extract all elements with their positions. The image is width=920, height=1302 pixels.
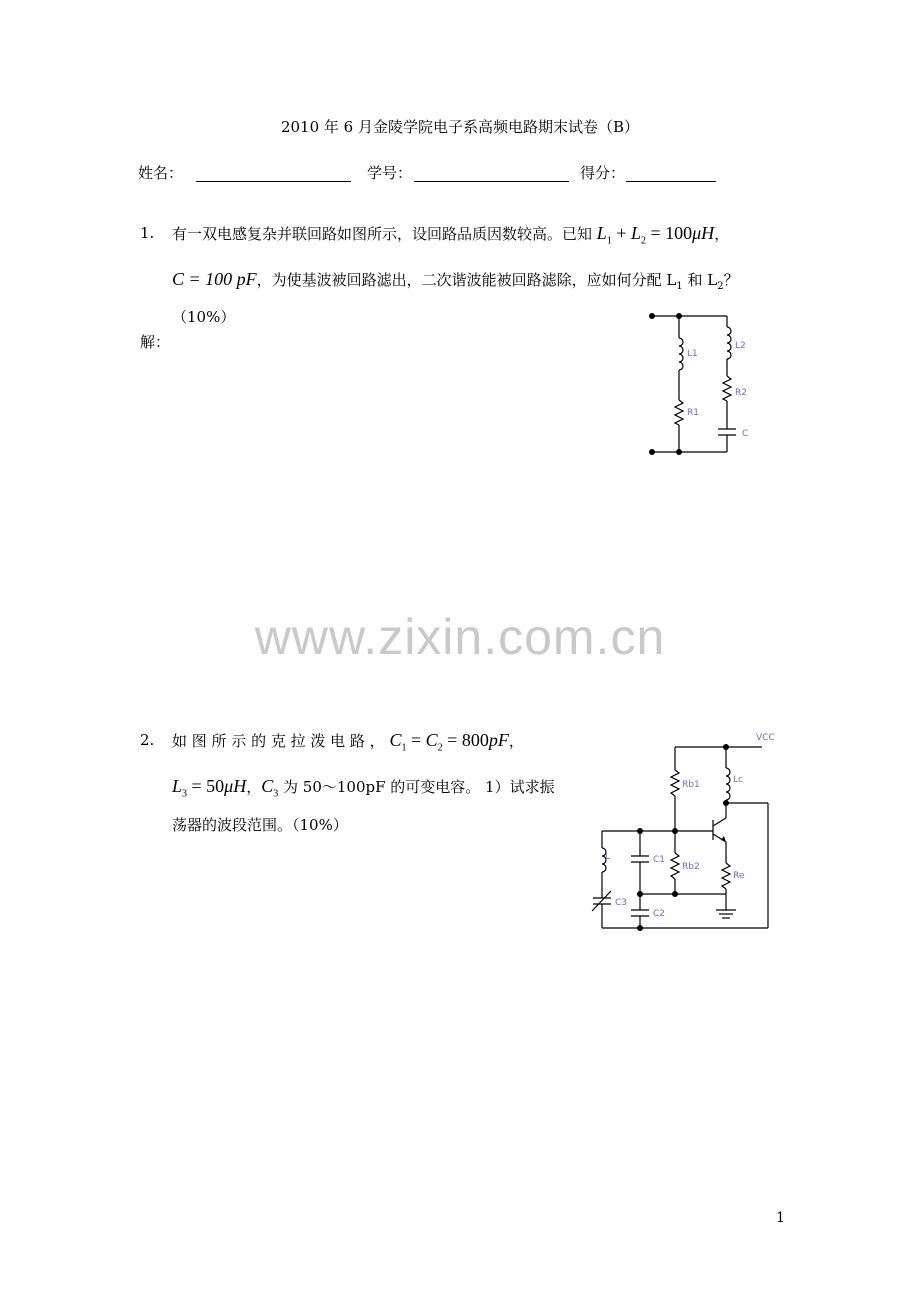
q2-condition-capacitance: $C_1 = C_2 = 800pF$	[389, 730, 509, 754]
label-C2: C2	[653, 909, 666, 919]
label-R2: R2	[735, 388, 747, 398]
student-id-label: 学号：	[367, 164, 413, 182]
q2-condition-inductance: $L_3 = 50\mu H$	[172, 776, 247, 800]
junction-dot	[637, 891, 643, 897]
page-number: 1	[776, 1210, 785, 1226]
label-R1: R1	[687, 408, 699, 418]
label-C3: C3	[615, 898, 628, 908]
q1-text-a: 有一双电感复杂并联回路如图所示，设回路品质因数较高。已知	[172, 225, 593, 243]
watermark: www.zixin.com.cn	[254, 609, 666, 665]
q2-line1: 如 图 所 示 的 克 拉 泼 电 路 ， $C_1 = C_2 = 800pF$，	[172, 730, 524, 754]
label-Lc: Lc	[733, 775, 743, 785]
junction-dot	[676, 449, 682, 455]
junction-dot	[637, 828, 643, 834]
name-blank	[196, 181, 351, 182]
q1-solution-label: 解：	[140, 333, 171, 351]
label-L1: L1	[687, 349, 698, 359]
q2-text-a: 如 图 所 示 的 克 拉 泼 电 路 ，	[172, 732, 385, 750]
q2-number: 2.	[140, 731, 155, 749]
junction-dot	[723, 800, 729, 806]
junction-dot	[672, 828, 678, 834]
junction-dot	[672, 891, 678, 897]
name-label: 姓名：	[138, 164, 184, 182]
label-Re: Re	[733, 871, 745, 881]
q1-weight: （10%）	[172, 308, 236, 326]
q1-line1: 有一双电感复杂并联回路如图所示，设回路品质因数较高。已知 $L_1 + L_2 = 100\mu H$，	[172, 223, 730, 247]
junction-dot	[723, 744, 729, 750]
terminal-dot	[649, 449, 655, 455]
q1-number: 1.	[140, 224, 155, 242]
student-id-blank	[414, 181, 569, 182]
q2-line2: $L_3 = 50\mu H$，$C_3$ 为 50～100pF 的可变电容。 1）试求振	[172, 776, 555, 800]
label-C: C	[742, 429, 749, 439]
label-Rb2: Rb2	[682, 862, 700, 872]
junction-dot	[637, 925, 643, 931]
junction-dot	[676, 313, 682, 319]
score-label: 得分：	[580, 164, 626, 182]
label-Rb1: Rb1	[682, 780, 700, 790]
label-C1: C1	[653, 855, 666, 865]
q1-condition-capacitance: C = 100 pF	[172, 269, 257, 289]
q2-circuit-diagram	[585, 728, 785, 938]
score-blank	[626, 181, 716, 182]
q1-line2: C = 100 pF，为使基波被回路滤出，二次谐波能被回路滤除，应如何分配 $L_1$ 和 $L_2$？	[172, 269, 739, 292]
q1-circuit-diagram	[640, 305, 770, 465]
exam-title: 2010 年 6 月金陵学院电子系高频电路期末试卷（B）	[280, 118, 640, 136]
label-VCC: VCC	[756, 733, 775, 743]
q2-c3-symbol: $C_3$	[261, 776, 279, 800]
terminal-dot	[649, 313, 655, 319]
q1-condition-inductance: $L_1 + L_2 = 100\mu H$	[596, 223, 715, 247]
label-L2: L2	[735, 341, 746, 351]
q2-line3: 荡器的波段范围。（10%）	[172, 816, 348, 834]
label-L: L	[605, 852, 611, 862]
